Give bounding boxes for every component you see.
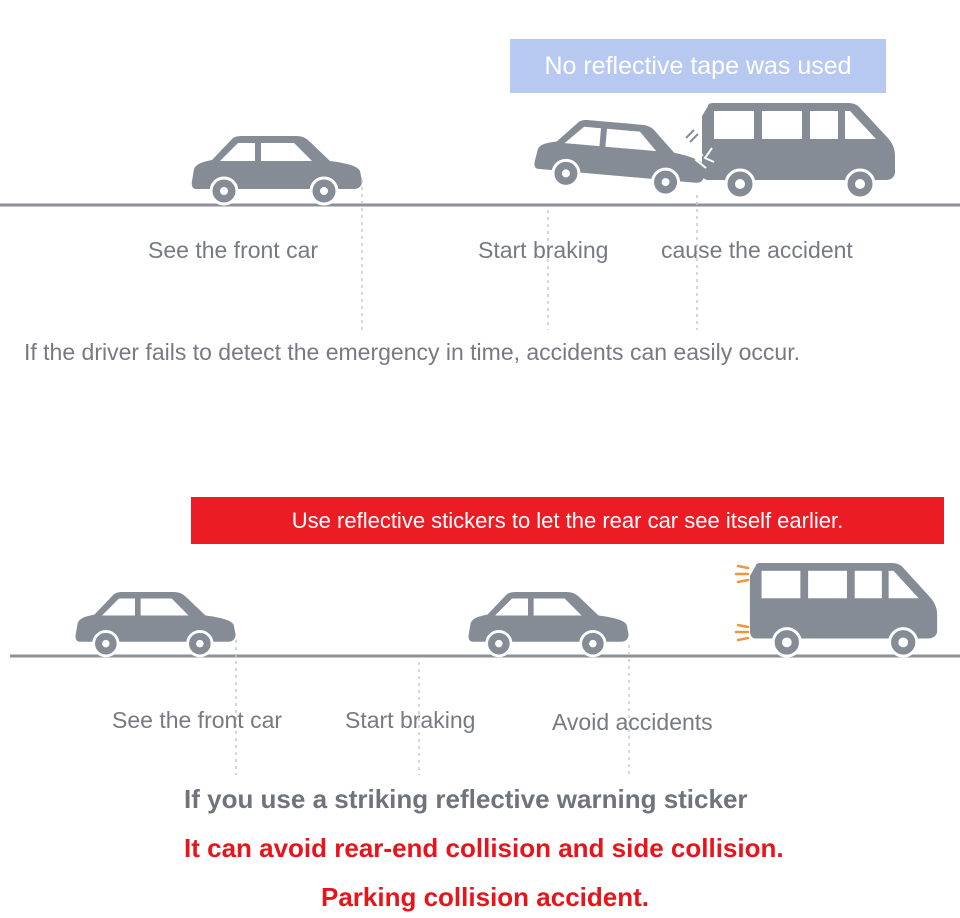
caption-bottom-line-3: Parking collision accident. bbox=[321, 882, 649, 912]
crash-mark-icon bbox=[686, 130, 698, 142]
label-see-front-car-top: See the front car bbox=[148, 237, 319, 263]
label-avoid-accidents: Avoid accidents bbox=[552, 709, 713, 735]
caption-bottom-line-2: It can avoid rear-end collision and side collision. bbox=[184, 833, 784, 863]
no-tape-banner: No reflective tape was used bbox=[510, 39, 886, 93]
label-see-front-car-bottom: See the front car bbox=[112, 707, 283, 733]
front-car-icon-top bbox=[192, 136, 362, 204]
braking-car-icon-bottom bbox=[469, 592, 629, 656]
van-icon-bottom bbox=[750, 563, 937, 656]
caption-bottom-line-1: If you use a striking reflective warning sticker bbox=[184, 784, 748, 814]
crashed-car-icon bbox=[533, 116, 709, 199]
front-car-icon-bottom bbox=[76, 592, 236, 656]
reflective-sticker-banner: Use reflective stickers to let the rear car see itself earlier. bbox=[191, 497, 944, 544]
label-start-braking-top: Start braking bbox=[478, 237, 609, 263]
warning-light-icon bbox=[736, 566, 748, 640]
van-icon-top bbox=[702, 103, 895, 198]
label-cause-accident: cause the accident bbox=[661, 237, 853, 263]
caption-top: If the driver fails to detect the emergency in time, accidents can easily occur. bbox=[24, 339, 800, 365]
label-start-braking-bottom: Start braking bbox=[345, 707, 476, 733]
